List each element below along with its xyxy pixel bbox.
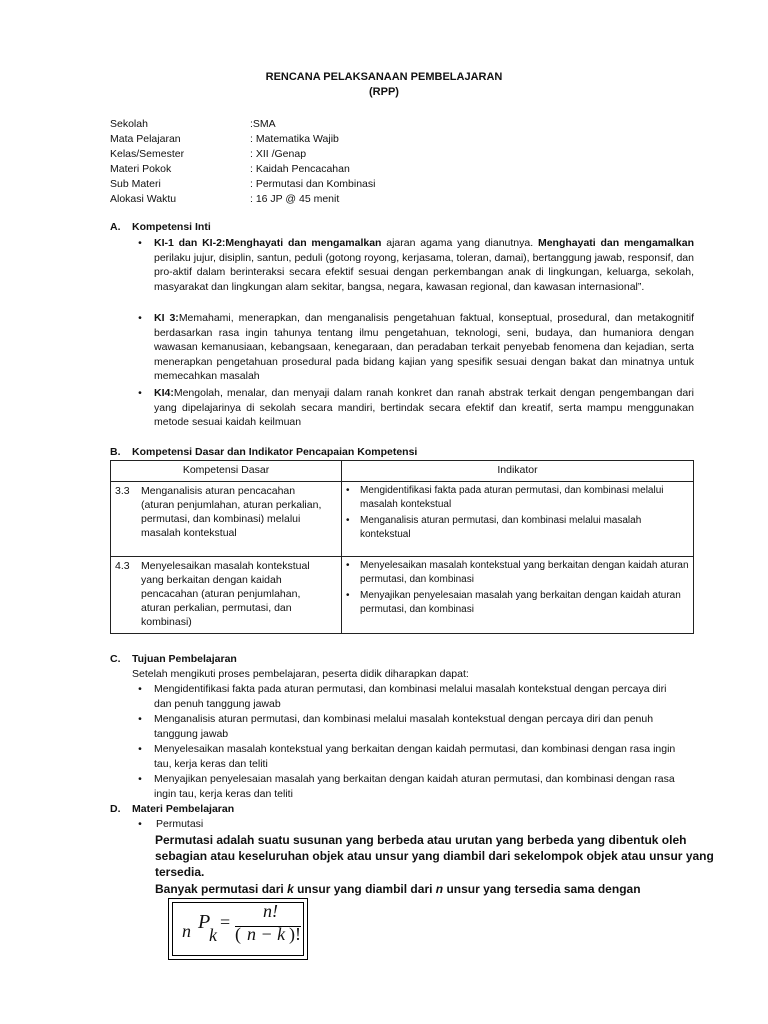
table-header-row: [111, 461, 694, 482]
indicator-cell: [342, 482, 694, 557]
bullet-icon: •: [138, 818, 142, 830]
list-item: • Menganalisis aturan permutasi, dan kombinasi melalui masalah kontekstual: [346, 515, 642, 540]
list-item: Menyelesaikan masalah kontekstual yang berkaitan dengan kaidah permutasi, dan kombinasi dengan rasa ingin tau, kerja keras dan teliti: [154, 743, 676, 770]
bullet-icon: •: [138, 713, 142, 725]
permutation-count-sentence: Banyak permutasi dari k unsur yang diambil dari n unsur yang tersedia sama dengan: [155, 882, 641, 896]
column-header-indicator: Indikator: [342, 461, 694, 482]
ki4-paragraph: KI4:Mengolah, menalar, dan menyaji dalam ranah konkret dan ranah abstrak terkait dengan pengembangan dari yang dipelajarinya di sekolah secara mandiri, bertindak secara efektif dan kreatif, serta mampu menggunakan metode sesuai kaidah keilmuan: [154, 387, 694, 428]
formula-inner-box: [172, 902, 304, 956]
section-b-heading: B. Kompetensi Dasar dan Indikator Pencapaian Kompetensi: [110, 446, 418, 458]
document-page: RENCANA PELAKSANAAN PEMBELAJARAN (RPP) Sekolah :SMA Mata Pelajaran : Matematika Wajib Kelas/Semester : XII /Genap Materi Pokok : Kaidah Pencacahan Sub Materi : Permutasi dan Kombinasi Alokasi Waktu : 16 JP @ 45 menit A. Kompetensi Inti • KI-1 dan KI-2:Menghayati dan mengamalkan ajaran agama yang dianutnya. Menghayati dan mengamalkan perilaku jujur, disiplin, santun, peduli (gotong royong, kerjasama, toleran, damai), bertanggung jawab, responsif, dan pro-aktif dalam berinteraksi secara efektif sesuai dengan perkembangan anak di lingkungan, keluarga, sekolah, masyarakat dan lingkungan alam sekitar, bangsa, negara, kawasan regional, dan kawasan internasional”. • KI 3:Memahami, menerapkan, dan menganalisis pengetahuan faktual, konseptual, prosedural, dan metakognitif berdasarkan rasa ingin tahunya tentang ilmu pengetahuan, teknologi, seni, budaya, dan humaniora dengan wawasan kemanusiaan, kebangsaan, kenegaraan, dan peradaban terkait penyebab fenomena dan kejadian, serta menerapkan pengetahuan prosedural pada bidang kajian yang spesifik sesuai dengan bakat dan minatnya untuk memecahkan masalah • KI4:Mengolah, menalar, dan menyaji dalam ranah konkret dan ranah abstrak terkait dengan pengembangan dari yang dipelajarinya di sekolah secara mandiri, bertindak secara efektif dan kreatif, serta mampu menggunakan metode sesuai kaidah keilmuan B. Kompetensi Dasar dan Indikator Pencapaian Kompetensi Kompetensi Dasar Indikator 3.3 Menganalisis aturan pencacahan (aturan penjumlahan, aturan perkalian, permutasi, dan kombinasi) melalui masalah kontekstual • Mengidentifikasi fakta pada aturan permutasi, dan kombinasi melalui masalah kontekstual • Menganalisis aturan permutasi, dan kombinasi melalui masalah kontekstual 4.3 Menyelesaikan masalah kontekstual yang berkaitan dengan kaidah pencacahan (aturan penjumlahan, aturan perkalian, permutasi, dan kombinasi) • Menyelesaikan masalah kontekstual yang berkaitan dengan kaidah aturan permutasi, dan kombinasi • Menyajikan penyelesaian masalah yang berkaitan dengan kaidah aturan permutasi, dan kombinasi C. Tujuan Pembelajaran Setelah mengikuti proses pembelajaran, peserta didik diharapkan dapat: • Mengidentifikasi fakta pada aturan permutasi, dan kombinasi melalui masalah kontekstual dengan percaya diri dan penuh tanggung jawab • Menganalisis aturan permutasi, dan kombinasi melalui masalah kontekstual dengan percaya diri dan penuh tanggung jawab • Menyelesaikan masalah kontekstual yang berkaitan dengan kaidah permutasi, dan kombinasi dengan rasa ingin tau, kerja keras dan teliti • Menyajikan penyelesaian masalah yang berkaitan dengan kaidah aturan permutasi, dan kombinasi dengan rasa ingin tau, kerja keras dan teliti D. Materi Pembelajaran • Permutasi Permutasi adalah suatu susunan yang berbeda atau urutan yang berbeda yang dibentuk oleh sebagian atau keseluruhan objek atau unsur yang diambil dari sekelompok objek atau unsur yang tersedia. Banyak permutasi dari k unsur yang diambil dari n unsur yang tersedia sama dengan n P k = n! ( n − k )!: [0, 0, 768, 1024]
section-a-heading: A. Kompetensi Inti: [110, 221, 211, 233]
permutation-formula: [168, 898, 308, 960]
section-d-heading: D. Materi Pembelajaran: [110, 803, 235, 815]
formula-denominator: n − k: [247, 924, 286, 944]
bullet-icon: •: [138, 237, 142, 249]
formula-n: n: [182, 921, 191, 941]
bullet-icon: •: [138, 773, 142, 785]
formula-k: k: [209, 925, 217, 945]
kd-cell: 3.3 Menganalisis aturan pencacahan (aturan penjumlahan, aturan perkalian, permutasi, dan kombinasi) melalui masalah kontekstual: [111, 482, 342, 557]
bullet-icon: •: [138, 312, 142, 324]
list-item: • Menyajikan penyelesaian masalah yang berkaitan dengan kaidah aturan permutasi, dan kombinasi: [346, 590, 681, 615]
indicator-cell: [342, 557, 694, 634]
document-title: RENCANA PELAKSANAAN PEMBELAJARAN: [265, 71, 503, 83]
formula-equals: =: [220, 912, 231, 932]
ki3-paragraph: KI 3:Memahami, menerapkan, dan menganalisis pengetahuan faktual, konseptual, prosedural, dan metakognitif berdasarkan rasa ingin tahunya tentang ilmu pengetahuan, teknologi, seni, budaya, dan humaniora dengan wawasan kemanusiaan, kebangsaan, kenegaraan, dan peradaban terkait penyebab fenomena dan kejadian, serta menerapkan pengetahuan prosedural pada bidang kajian yang spesifik sesuai dengan bakat dan minatnya untuk memecahkan masalah: [154, 312, 694, 382]
list-item: Menganalisis aturan permutasi, dan kombinasi melalui masalah kontekstual dengan percaya diri dan penuh tanggung jawab: [154, 713, 654, 740]
formula-p: P: [198, 911, 211, 933]
bullet-icon: •: [138, 683, 142, 695]
list-item: Mengidentifikasi fakta pada aturan permutasi, dan kombinasi melalui masalah kontekstual dengan percaya diri dan penuh tanggung jawab: [154, 683, 667, 710]
ki1-paragraph: KI-1 dan KI-2:Menghayati dan mengamalkan ajaran agama yang dianutnya. Menghayati dan mengamalkan perilaku jujur, disiplin, santun, peduli (gotong royong, kerjasama, toleran, damai), bertanggung jawab, responsif, dan pro-aktif dalam berinteraksi secara efektif sesuai dengan perkembangan anak di lingkungan, keluarga, sekolah, masyarakat dan lingkungan alam sekitar, bangsa, negara, kawasan regional, dan kawasan internasional”.: [154, 237, 694, 293]
formula-paren-open: (: [235, 924, 241, 944]
bullet-icon: •: [138, 743, 142, 755]
table-row: [111, 557, 694, 634]
kd-cell: 4.3 Menyelesaikan masalah kontekstual yang berkaitan dengan kaidah pencacahan (aturan penjumlahan, aturan perkalian, permutasi, dan kombinasi): [111, 557, 342, 634]
section-c-intro: Setelah mengikuti proses pembelajaran, peserta didik diharapkan dapat:: [132, 668, 469, 680]
list-item: • Menyelesaikan masalah kontekstual yang berkaitan dengan kaidah aturan permutasi, dan kombinasi: [346, 560, 689, 585]
bullet-icon: •: [138, 387, 142, 399]
list-item: • Mengidentifikasi fakta pada aturan permutasi, dan kombinasi melalui masalah kontekstual: [346, 485, 664, 510]
list-item: Menyajikan penyelesaian masalah yang berkaitan dengan kaidah aturan permutasi, dan kombinasi dengan rasa ingin tau, kerja keras dan teliti: [154, 773, 675, 800]
formula-paren-close: )!: [289, 924, 301, 944]
formula-numerator: n!: [263, 901, 278, 921]
section-c-heading: C. Tujuan Pembelajaran: [110, 653, 237, 665]
subtopic-label: Permutasi: [156, 818, 204, 830]
document-subtitle: (RPP): [369, 86, 399, 98]
permutation-definition: Permutasi adalah suatu susunan yang berbeda atau urutan yang berbeda yang dibentuk oleh sebagian atau keseluruhan objek atau unsur yang diambil dari sekelompok objek atau unsur yang tersedia.: [155, 833, 714, 879]
competency-table: [110, 460, 694, 634]
table-row: [111, 482, 694, 557]
column-header-kd: Kompetensi Dasar: [111, 461, 342, 482]
